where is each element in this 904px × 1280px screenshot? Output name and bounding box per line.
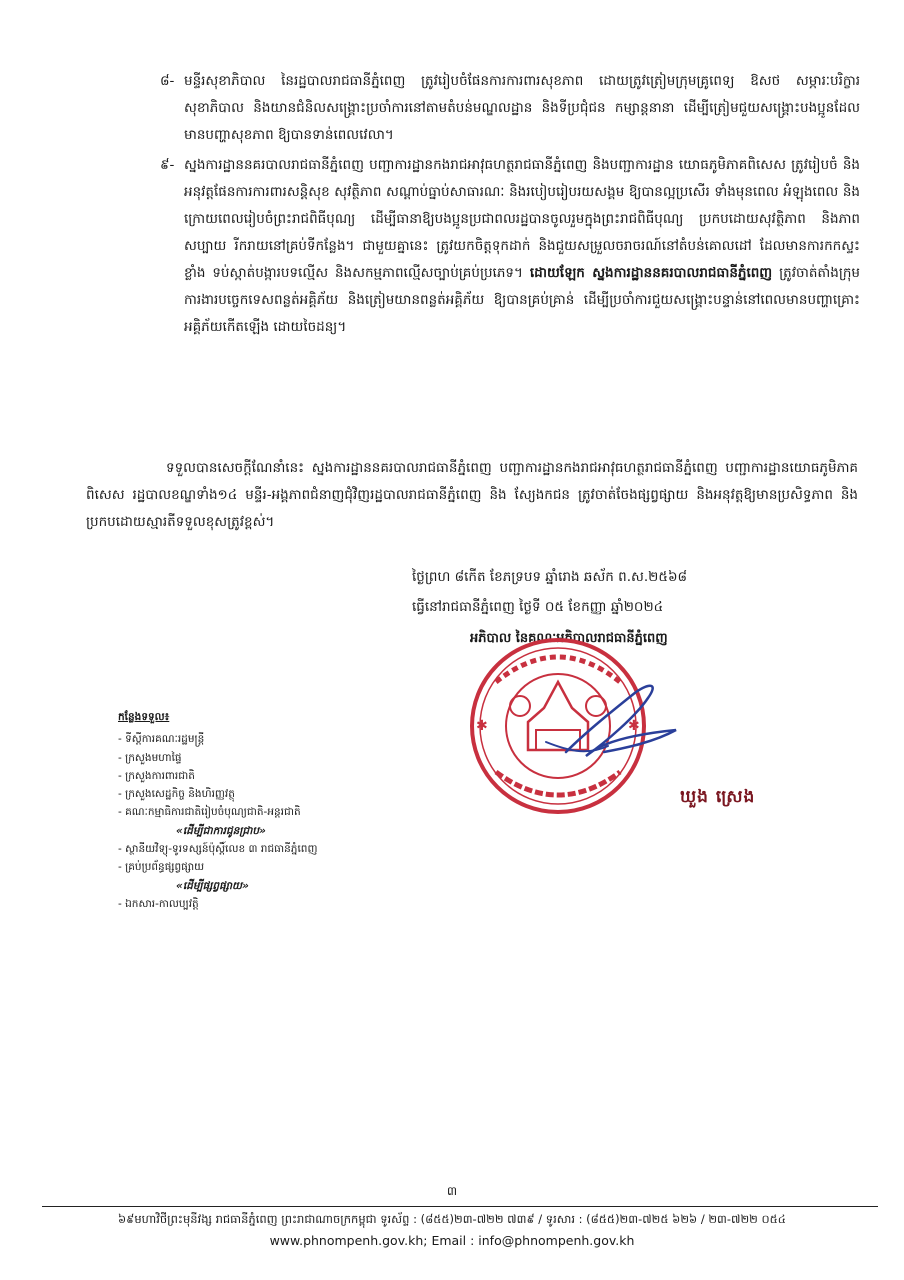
- recipient-item: - គ្រប់ប្រព័ន្ធផ្សព្វផ្សាយ: [118, 861, 205, 874]
- recipient-item: - ក្រសួងការពារជាតិ: [118, 769, 195, 782]
- recipient-item: - ឯកសារ-កាលប្បវត្តិ: [118, 897, 199, 910]
- footer-contact: www.phnompenh.gov.kh; Email : info@phnompenh.gov.kh: [269, 1233, 635, 1248]
- item-9-text-bold: ដោយឡែក ស្នងការដ្ឋាននគរបាលរាជធានីភ្នំពេញ: [529, 265, 773, 281]
- item-9-text-a: ស្នងការដ្ឋាននគរបាលរាជធានីភ្នំពេញ បញ្ជាការដ្ឋានកងរាជអាវុធហត្ថរាជធានីភ្នំពេញ និងបញ្ជាការដ្ឋាន យោធភូមិភាគពិសេស ត្រូវរៀបចំ និងអនុវត្តផែនការការពារសន្តិសុខ សុវត្ថិភាព សណ្តាប់ធ្នាប់សាធារណៈ និងរបៀបរៀបរយសង្គម ឱ្យបានល្អប្រសើរ ទាំងមុនពេល អំឡុងពេល និងក្រោយពេលរៀបចំព្រះរាជពិធីបុណ្យ ដើម្បីធានាឱ្យបងប្អូនប្រជាពលរដ្ឋបានចូលរួមក្នុងព្រះរាជពិធីបុណ្យ ប្រកបដោយសុវត្ថិភាព និងភាពសប្បាយ រីករាយនៅគ្រប់ទីកន្លែង។ ជាមួយគ្នានេះ ត្រូវយកចិត្តទុកដាក់ និងជួយសម្រួលចរាចរណ៍នៅតំបន់គោលដៅ ដែលមានការកកស្ទះខ្លាំង ទប់ស្កាត់បង្ការបទល្មើស និងសកម្មភាពល្មើសច្បាប់គ្រប់ប្រភេទ។: [184, 157, 860, 281]
- page-number: ៣: [446, 1184, 458, 1198]
- recipient-note: «ដើម្បីផ្សព្វផ្សាយ»: [176, 879, 249, 892]
- recipient-label: ឯកសារ-កាលប្បវត្តិ: [125, 897, 199, 910]
- recipient-item: - ទីស្តីការគណៈរដ្ឋមន្ត្រី: [118, 733, 205, 746]
- recipient-label: ស្ថានីយវិទ្យុ-ទូរទស្សន៍ប៉ុស្តិ៍លេខ ៣ រាជធានីភ្នំពេញ: [125, 843, 318, 856]
- svg-text:✱: ✱: [476, 718, 488, 734]
- signatory-title: អភិបាល នៃគណៈអភិបាលរាជធានីភ្នំពេញ: [470, 631, 668, 646]
- official-seal-and-signature: [436, 622, 696, 832]
- recipient-label: ទីស្តីការគណៈរដ្ឋមន្ត្រី: [125, 733, 205, 746]
- recipient-label: ក្រសួងការពារជាតិ: [125, 769, 195, 782]
- recipient-label: ក្រសួងសេដ្ឋកិច្ច និងហិរញ្ញវត្ថុ: [125, 788, 235, 801]
- item-9-number: ៩-: [160, 157, 175, 173]
- item-8-text: មន្ទីរសុខាភិបាល នៃរដ្ឋបាលរាជធានីភ្នំពេញ ត្រូវរៀបចំផែនការការពារសុខភាព ដោយត្រូវត្រៀមក្រុមគ្រូពេទ្យ ឱសថ សម្ភារៈបរិក្ខារសុខាភិបាល និងយានជំនិលសង្គ្រោះប្រចាំការនៅតាមតំបន់មណ្ឌលដ្ឋាន និងទីប្រជុំជន កម្សាន្តនានា ដើម្បីត្រៀមជួយសង្គ្រោះបងប្អូនដែលមានបញ្ហាសុខភាព ឱ្យបានទាន់ពេលវេលា។: [184, 73, 860, 143]
- item-9-text: [184, 152, 860, 341]
- recipient-label: គ្រប់ប្រព័ន្ធផ្សព្វផ្សាយ: [125, 861, 205, 874]
- recipient-item: - ក្រសួងសេដ្ឋកិច្ច និងហិរញ្ញវត្ថុ: [118, 788, 235, 801]
- recipients-heading: កន្លែងទទួល៖: [118, 711, 170, 723]
- svg-text:✱: ✱: [628, 718, 640, 734]
- recipient-label: គណៈកម្មាធិការជាតិរៀបចំបុណ្យជាតិ-អន្តរជាតិ: [125, 806, 301, 819]
- seal-icon: [472, 640, 644, 812]
- signatory-name: ឃួង ស្រេង: [680, 787, 756, 807]
- recipients-list: [118, 708, 378, 913]
- item-8-number: ៨-: [160, 73, 175, 89]
- recipient-note: «ដើម្បីជាការជូនជ្រាប»: [176, 824, 266, 837]
- date-lunar: ថ្ងៃព្រហ ៨កើត ខែភទ្របទ ឆ្នាំរោង ឆស័ក ព.ស.២៥៦៨: [412, 569, 688, 585]
- recipient-item: - ក្រសួងមហាផ្ទៃ: [118, 751, 182, 764]
- item-9: [160, 152, 860, 341]
- recipient-item: - ស្ថានីយវិទ្យុ-ទូរទស្សន៍ប៉ុស្តិ៍លេខ ៣ រាជធានីភ្នំពេញ: [118, 843, 318, 856]
- recipient-item: - គណៈកម្មាធិការជាតិរៀបចំបុណ្យជាតិ-អន្តរជាតិ: [118, 806, 301, 819]
- item-8: [160, 68, 860, 149]
- recipient-label: ក្រសួងមហាផ្ទៃ: [125, 751, 182, 764]
- closing-paragraph: ទទួលបានសេចក្តីណែនាំនេះ ស្នងការដ្ឋាននគរបាលរាជធានីភ្នំពេញ បញ្ជាការដ្ឋានកងរាជអាវុធហត្ថរាជធានីភ្នំពេញ បញ្ជាការដ្ឋានយោធភូមិភាគពិសេស រដ្ឋបាលខណ្ឌទាំង១៤ មន្ទីរ-អង្គភាពជំនាញជុំវិញរដ្ឋបាលរាជធានីភ្នំពេញ និង សែ្យងកជន ត្រូវចាត់ចែងផ្សព្វផ្សាយ និងអនុវត្តឱ្យមានប្រសិទ្ធភាព និងប្រកបដោយស្មារតីទទួលខុសត្រូវខ្ពស់។: [86, 460, 858, 530]
- item-9-text-b: ត្រូវចាត់តាំងក្រុមការងារបច្ចេកទេសពន្លត់អគ្គិភ័យ និងត្រៀមយានពន្លត់អគ្គិភ័យ ឱ្យបានគ្រប់គ្រាន់ ដើម្បីប្រចាំការជួយសង្គ្រោះបន្ទាន់នៅពេលមានបញ្ហាគ្រោះអគ្គិភ័យកើតឡើង ដោយចៃដន្យ។: [184, 265, 861, 335]
- footer-address: ៦៩មហាវិថីព្រះមុនីវង្ស រាជធានីភ្នំពេញ ព្រះរាជាណាចក្រកម្ពុជា ទូរស័ព្ទ : (៨៥៥)២៣-៧២២ ៧៣៩ / ទូរសារ : (៨៥៥)២៣-៧២៥ ៦២៦ / ២៣-៧២២ ០៥៤: [118, 1212, 786, 1226]
- footer-divider: [42, 1206, 878, 1207]
- date-solar: ធ្វើនៅរាជធានីភ្នំពេញ ថ្ងៃទី ០៥ ខែកញ្ញា ឆ្នាំ២០២៤: [412, 599, 664, 615]
